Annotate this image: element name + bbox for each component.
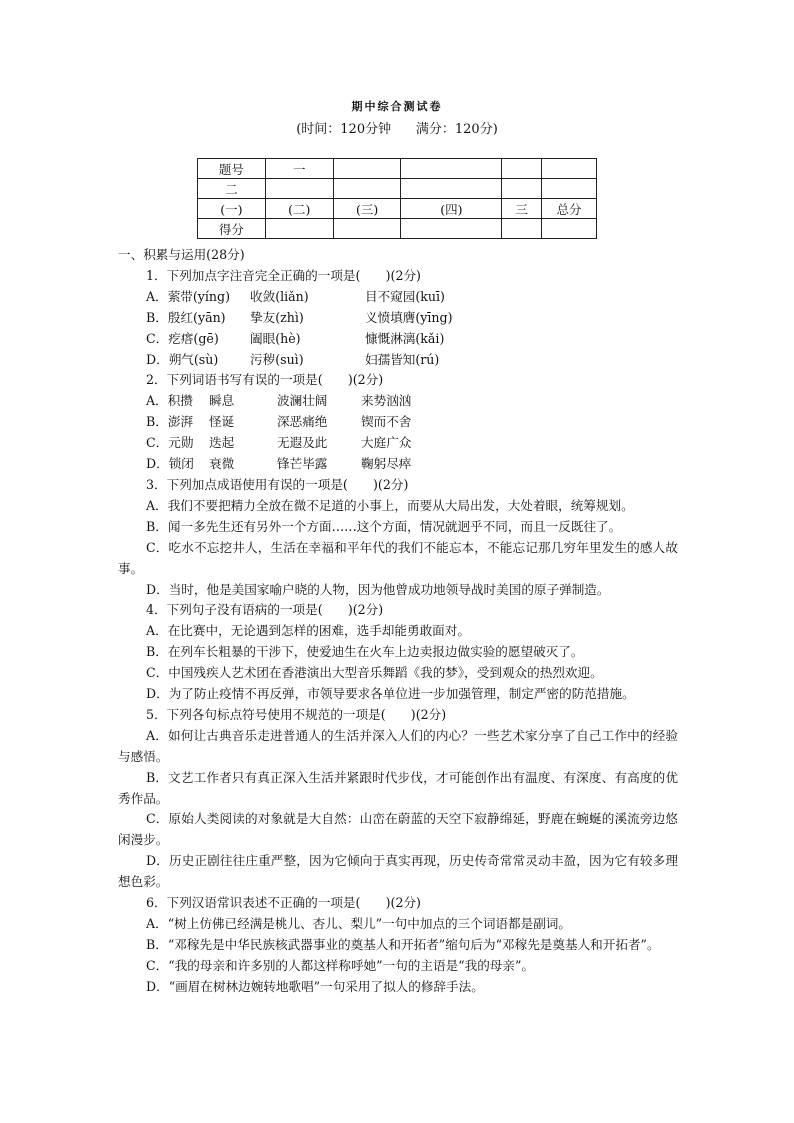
question-option: A．我们不要把精力全放在微不足道的小事上，而要从大局出发，大处着眼，统筹规划。: [146, 497, 634, 513]
question-option: [118, 350, 678, 371]
option-part: 来势汹汹: [361, 393, 412, 409]
exam-content: [118, 245, 678, 998]
table-cell: 一: [265, 159, 333, 179]
question-option: D．当时，他是美国家喻户晓的人物，因为他曾成功地领导战时美国的原子弹制造。: [146, 581, 610, 597]
question-option: D．“画眉在树林边婉转地歌唱”一句采用了拟人的修辞手法。: [146, 978, 484, 994]
question-option: [118, 329, 678, 350]
question-option: B．文艺工作者只有真正深入生活并紧跟时代步伐，才可能创作出有温度、有深度、有高度的优秀作品。: [118, 769, 678, 806]
option-part: B．澎湃: [146, 414, 194, 430]
table-cell: [265, 179, 333, 199]
score-input-cell[interactable]: [401, 219, 502, 239]
score-table: [197, 158, 597, 239]
option-part: 迭起: [209, 435, 235, 451]
section-heading: 一、积累与运用(28分): [118, 247, 245, 262]
option-part: B．殷红(yān): [146, 309, 226, 325]
table-row: [198, 159, 597, 179]
option-part: C．元勋: [146, 435, 194, 451]
option-part: A．萦带(yíng): [146, 288, 231, 304]
option-part: 大庭广众: [361, 435, 412, 451]
question-stem: 5．下列各句标点符号使用不规范的一项是( )(2分): [146, 706, 447, 722]
table-cell: (二): [265, 199, 333, 219]
question-option: [118, 412, 678, 433]
question-option: [118, 391, 678, 412]
table-cell: 得分: [198, 219, 266, 239]
table-row: [198, 179, 597, 199]
score-input-cell[interactable]: [542, 219, 597, 239]
question-option: D．为了防止疫情不再反弹，市领导要求各单位进一步加强管理，制定严密的防范措施。: [146, 686, 635, 702]
table-cell: 二: [198, 179, 266, 199]
table-cell: [502, 179, 542, 199]
option-part: 无遐及此: [277, 435, 328, 451]
option-part: 瞬息: [209, 393, 235, 409]
option-part: D．朔气(sù): [146, 351, 219, 367]
question-option: C．“我的母亲和许多别的人都这样称呼她”一句的主语是“我的母亲”。: [146, 957, 535, 973]
question-option: C．吃水不忘挖井人，生活在幸福和平年代的我们不能忘本，不能忘记那几穷年里发生的感人故事。: [118, 539, 678, 576]
option-part: 锋芒毕露: [277, 456, 328, 472]
option-part: 慷慨淋漓(kǎi): [365, 330, 445, 346]
table-cell: (四): [401, 199, 502, 219]
question-stem: 4．下列句子没有语病的一项是( )(2分): [146, 602, 384, 618]
question-stem: 1．下列加点字注音完全正确的一项是( )(2分): [146, 267, 421, 283]
table-cell: [502, 159, 542, 179]
option-part: A．积攒: [146, 393, 193, 409]
question-option: D．历史正剧往往庄重严整，因为它倾向于真实再现，历史传奇常常灵动丰盈，因为它有较多理想色彩。: [118, 853, 678, 890]
table-cell: [333, 179, 401, 199]
option-part: D．锁闭: [146, 456, 194, 472]
question-option: B．在列车长粗暴的干涉下，使爱迪生在火车上边卖报边做实验的愿望破灭了。: [146, 644, 584, 660]
option-part: 义愤填膺(yīng): [365, 309, 453, 325]
score-input-cell[interactable]: [265, 219, 333, 239]
page-subtitle: (时间：120分钟 满分：120分): [296, 122, 498, 137]
question-option: C．中国残疾人艺术团在香港演出大型音乐舞蹈《我的梦》，受到观众的热烈欢迎。: [146, 665, 603, 681]
question-stem: 6．下列汉语常识表述不正确的一项是( )(2分): [146, 895, 421, 911]
question-option: A．“树上仿佛已经满是桃儿、杏儿、梨儿”一句中加点的三个词语都是副词。: [146, 916, 571, 931]
question-option: [118, 287, 678, 308]
option-part: 波澜壮阔: [277, 393, 328, 409]
score-input-cell[interactable]: [333, 219, 401, 239]
option-part: 收敛(liǎn): [250, 288, 309, 304]
option-part: 阖眼(hè): [250, 330, 301, 346]
question-option: [118, 433, 678, 454]
option-part: 目不窥园(kuī): [365, 288, 445, 304]
table-cell: 总分: [542, 199, 597, 219]
option-part: 鞠躬尽瘁: [361, 456, 412, 472]
option-part: 污秽(suì): [250, 351, 304, 367]
option-part: C．疙瘩(gē): [146, 330, 219, 346]
score-input-cell[interactable]: [502, 219, 542, 239]
page-title: 期中综合测试卷: [351, 100, 443, 113]
table-cell: [542, 159, 597, 179]
option-part: 深恶痛绝: [277, 414, 328, 430]
table-cell: 三: [502, 199, 542, 219]
question-option: B．闻一多先生还有另外一个方面……这个方面，情况就迥乎不同，而且一反既往了。: [146, 518, 622, 534]
option-part: 挚友(zhì): [250, 309, 304, 325]
question-option: C．原始人类阅读的对象就是大自然：山峦在蔚蓝的天空下寂静绵延，野鹿在蜿蜒的溪流旁边悠闲漫步。: [118, 811, 678, 848]
table-cell: (三): [333, 199, 401, 219]
table-row: [198, 219, 597, 239]
table-cell: 题号: [198, 159, 266, 179]
table-cell: [401, 179, 502, 199]
table-cell: [542, 179, 597, 199]
table-cell: (一): [198, 199, 266, 219]
option-part: 妇孺皆知(rú): [365, 351, 440, 367]
question-option: B．“邓稼先是中华民族核武器事业的奠基人和开拓者”缩句后为“邓稼先是奠基人和开拓者”。: [146, 936, 660, 952]
table-cell: [401, 159, 502, 179]
table-cell: [333, 159, 401, 179]
question-option: [118, 308, 678, 329]
question-option: A．如何让古典音乐走进普通人的生活并深入人们的内心？一些艺术家分享了自己工作中的经验与感悟。: [118, 727, 678, 764]
question-option: A．在比赛中，无论遇到怎样的困难，选手却能勇敢面对。: [146, 623, 470, 639]
option-part: 怪诞: [209, 414, 235, 430]
table-row: [198, 199, 597, 219]
option-part: 锲而不舍: [361, 414, 412, 430]
option-part: 衰微: [209, 456, 235, 472]
question-stem: 3．下列加点成语使用有误的一项是( )(2分): [146, 476, 409, 492]
question-option: [118, 454, 678, 475]
question-stem: 2．下列词语书写有误的一项是( )(2分): [146, 372, 384, 388]
